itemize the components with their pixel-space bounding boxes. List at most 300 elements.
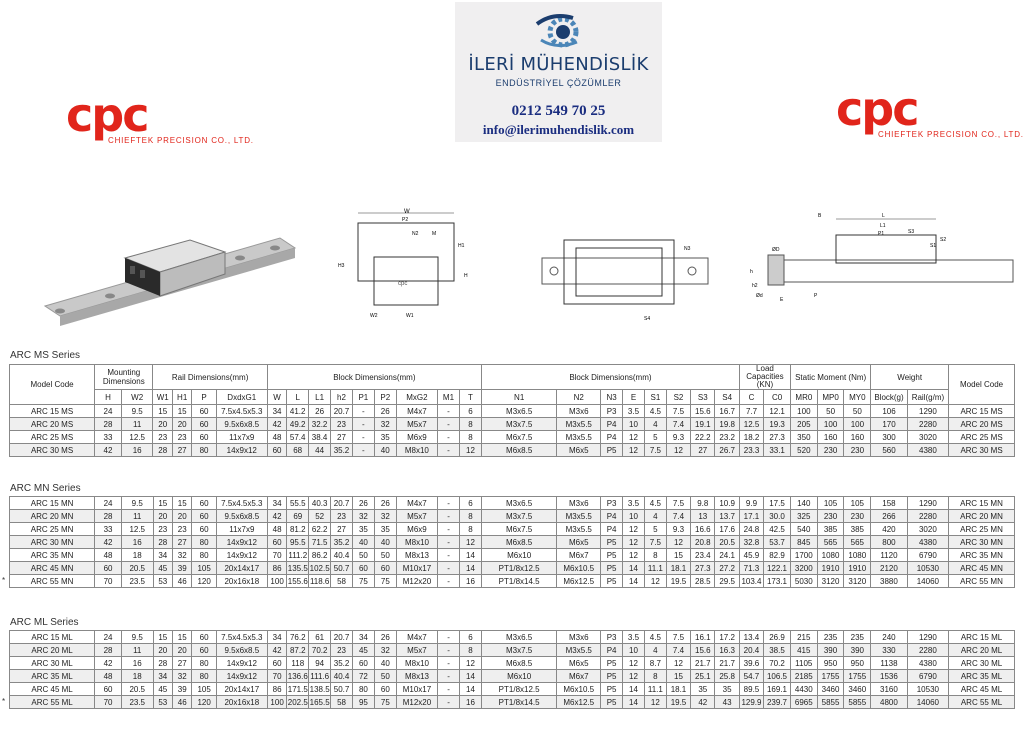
table-cell: M5x7 — [396, 418, 437, 431]
subheader-l: L — [287, 390, 309, 405]
table-cell: 12.5 — [121, 523, 153, 536]
table-cell: 4380 — [907, 657, 948, 670]
table-cell: 89.5 — [739, 683, 763, 696]
table-cell: P3 — [601, 497, 623, 510]
table-cell: 42.5 — [764, 523, 791, 536]
table-cell: 7.5 — [666, 405, 690, 418]
table-cell: 20x14x17 — [216, 683, 267, 696]
table-cell: 25.1 — [691, 670, 715, 683]
table-cell: 6790 — [907, 549, 948, 562]
table-cell: 8 — [460, 523, 482, 536]
table-cell: 6 — [460, 497, 482, 510]
table-cell: M3x6 — [557, 631, 601, 644]
table-cell: 10530 — [907, 683, 948, 696]
table-cell: 390 — [844, 644, 871, 657]
table-cell: P5 — [601, 670, 623, 683]
table-cell: 20.4 — [739, 644, 763, 657]
table-cell: 12 — [644, 575, 666, 588]
table-cell: 23.2 — [715, 431, 739, 444]
side-view-diagram — [748, 205, 1018, 310]
table-row — [10, 549, 1015, 562]
table-cell: 60 — [192, 418, 216, 431]
table-cell: 1080 — [844, 549, 871, 562]
table-cell: 50.7 — [331, 562, 353, 575]
table-cell: 3460 — [844, 683, 871, 696]
table-cell: 11x7x9 — [216, 431, 267, 444]
table-cell: 45 — [153, 562, 172, 575]
table-cell: 14060 — [907, 696, 948, 709]
table-cell: 26 — [374, 405, 396, 418]
model-code-cell: ARC 25 MS — [10, 431, 95, 444]
table-cell: 9.5 — [121, 631, 153, 644]
label-s2: S2 — [940, 237, 947, 243]
table-cell: 28 — [153, 444, 172, 457]
table-cell: 26.9 — [764, 631, 791, 644]
table-cell: 13.7 — [715, 510, 739, 523]
table-cell: 26 — [309, 405, 331, 418]
table-cell: 11 — [121, 510, 153, 523]
table-cell: 120 — [192, 575, 216, 588]
table-cell: 215 — [790, 631, 817, 644]
table-cell: 82.9 — [764, 549, 791, 562]
table-cell: M12x20 — [396, 575, 437, 588]
table-cell: 53 — [153, 575, 172, 588]
company-phone: 0212 549 70 25 — [511, 103, 606, 119]
table-cell: M6x7 — [557, 670, 601, 683]
section-title-mn: ARC MN Series — [10, 483, 81, 494]
table-cell: 20 — [173, 510, 192, 523]
table-cell: 20x16x18 — [216, 575, 267, 588]
model-code-cell: ARC 25 MN — [949, 523, 1015, 536]
table-cell: 4430 — [790, 683, 817, 696]
table-cell: M6x5 — [557, 536, 601, 549]
table-cell: 35 — [353, 523, 375, 536]
table-cell: 325 — [790, 510, 817, 523]
table-cell: 94 — [309, 657, 331, 670]
table-cell: 19.1 — [691, 418, 715, 431]
table-cell: M6x5 — [557, 444, 601, 457]
table-cell: 950 — [817, 657, 844, 670]
table-cell: 23 — [153, 431, 172, 444]
table-cell: 111.2 — [288, 550, 308, 560]
table-cell: 50 — [353, 549, 375, 562]
table-cell: 14x9x12 — [216, 536, 267, 549]
table-cell: 173.1 — [764, 575, 791, 588]
section-title-ml: ARC ML Series — [10, 617, 79, 628]
table-cell: 100 — [817, 418, 844, 431]
table-cell: 169.1 — [764, 683, 791, 696]
table-cell: 1910 — [844, 562, 871, 575]
table-cell: 15 — [153, 497, 172, 510]
table-cell: M6x7.5 — [481, 431, 556, 444]
table-cell: - — [352, 405, 374, 418]
table-cell: P5 — [601, 575, 623, 588]
label-h3: H3 — [338, 263, 345, 269]
table-cell: 42 — [95, 536, 122, 549]
model-code-cell: ARC 15 MS — [10, 405, 95, 418]
table-cell: 60 — [192, 431, 216, 444]
table-cell: 40 — [353, 536, 375, 549]
table-cell: 53 — [153, 696, 172, 709]
table-cell: 390 — [817, 644, 844, 657]
table-cell: 23 — [153, 523, 172, 536]
table-row — [10, 418, 1015, 431]
table-cell: 230 — [844, 510, 871, 523]
table-cell: 10530 — [907, 562, 948, 575]
table-cell: M6x10.5 — [557, 562, 601, 575]
table-cell: P5 — [601, 536, 623, 549]
table-cell: 155.6 — [287, 576, 308, 586]
label-b: B — [818, 213, 822, 219]
table-cell: 60 — [95, 683, 122, 696]
company-banner — [455, 2, 662, 142]
table-cell: 70 — [267, 670, 286, 683]
table-cell: 18.1 — [666, 562, 690, 575]
table-cell: 100 — [844, 418, 871, 431]
table-cell: 171.5 — [287, 684, 308, 694]
table-cell: P5 — [601, 562, 623, 575]
table-cell: - — [438, 683, 460, 696]
table-cell: - — [438, 497, 460, 510]
table-cell: 160 — [844, 431, 871, 444]
table-cell: 14 — [460, 562, 482, 575]
table-cell: 24.8 — [739, 523, 763, 536]
table-cell: 118 — [287, 657, 309, 670]
table-cell: 20.8 — [691, 536, 715, 549]
table-cell: 95.5 — [287, 536, 309, 549]
table-cell: 14 — [623, 696, 645, 709]
table-cell: 19.5 — [666, 696, 690, 709]
table-row — [10, 444, 1015, 457]
table-cell: M3x5.5 — [557, 523, 601, 536]
table-cell: 7.5 — [644, 536, 666, 549]
table-cell: 86 — [267, 683, 286, 696]
table-cell: M8x10 — [396, 657, 437, 670]
model-code-cell: ARC 15 MN — [10, 497, 95, 510]
header-rail-dims: Rail Dimensions(mm) — [153, 365, 267, 390]
subheader-h: H — [95, 390, 122, 405]
table-cell: 3120 — [817, 575, 844, 588]
table-cell: 39 — [173, 683, 192, 696]
table-cell: 20x16x18 — [216, 696, 267, 709]
spec-table-ms — [9, 364, 1015, 457]
header-static-moment: Static Moment (Nm) — [790, 365, 870, 390]
table-cell: 24 — [95, 631, 122, 644]
model-code-cell: ARC 35 MN — [949, 549, 1015, 562]
table-cell: 202.5 — [287, 697, 308, 707]
table-cell: P5 — [601, 683, 623, 696]
table-cell: 34 — [267, 497, 286, 510]
label-w: W — [404, 209, 410, 215]
table-cell: 46 — [173, 696, 192, 709]
subheader-l1: L1 — [309, 390, 331, 405]
table-cell: 9.3 — [666, 431, 690, 444]
company-email[interactable]: info@ilerimuhendislik.com — [482, 122, 635, 137]
table-cell: 23.4 — [691, 549, 715, 562]
table-row — [10, 562, 1015, 575]
table-cell: 80 — [192, 536, 216, 549]
table-cell: 70 — [267, 549, 286, 562]
header-load: Load Capacities (KN) — [739, 365, 790, 390]
table-cell: 3120 — [844, 575, 871, 588]
table-cell: 14 — [460, 683, 482, 696]
table-cell: 12 — [460, 536, 482, 549]
table-cell: 12 — [623, 536, 645, 549]
model-code-cell: ARC 30 MN — [949, 536, 1015, 549]
subheader-n1: N1 — [481, 390, 556, 405]
cpc-logo-tagline: CHIEFTEK PRECISION CO., LTD. — [108, 136, 254, 145]
table-cell: 60 — [192, 631, 216, 644]
subheader-s1: S1 — [644, 390, 666, 405]
table-cell: 40 — [374, 536, 396, 549]
table-cell: P5 — [601, 657, 623, 670]
table-cell: 118.6 — [309, 576, 330, 586]
table-cell: 565 — [817, 536, 844, 549]
table-cell: 62.2 — [309, 523, 331, 536]
table-cell: 105 — [192, 562, 216, 575]
table-cell: M3x7.5 — [481, 644, 556, 657]
table-cell: 2280 — [907, 418, 948, 431]
table-cell: 8 — [460, 510, 482, 523]
table-cell: 70 — [95, 696, 122, 709]
table-cell: 16.6 — [691, 523, 715, 536]
table-cell: 75 — [374, 696, 396, 709]
table-cell: 12.5 — [739, 418, 763, 431]
table-cell: M6x5 — [557, 657, 601, 670]
table-cell: 12 — [460, 657, 482, 670]
table-cell: 6 — [460, 631, 482, 644]
table-cell: 32 — [374, 644, 396, 657]
table-cell: 20.5 — [121, 683, 153, 696]
table-cell: 7.7 — [739, 405, 763, 418]
table-cell: 950 — [844, 657, 871, 670]
table-cell: 7.4 — [666, 644, 690, 657]
model-code-cell: ARC 55 MN — [10, 575, 95, 588]
table-cell: 10.9 — [715, 497, 739, 510]
table-cell: 520 — [790, 444, 817, 457]
table-cell: P5 — [601, 696, 623, 709]
table-cell: 7.5 — [644, 444, 666, 457]
table-cell: 105 — [817, 497, 844, 510]
table-cell: 5030 — [790, 575, 817, 588]
label-h1: H1 — [458, 243, 465, 249]
table-cell: 24 — [95, 497, 122, 510]
table-cell: 87.2 — [287, 644, 309, 657]
table-cell: 42 — [95, 657, 122, 670]
table-cell: M4x7 — [396, 631, 437, 644]
table-cell: 102.5 — [309, 563, 330, 573]
table-cell: 235 — [817, 631, 844, 644]
subheader-h2: h2 — [331, 390, 353, 405]
table-cell: 23 — [331, 510, 353, 523]
table-cell: 7.5x4.5x5.3 — [216, 497, 267, 510]
table-cell: PT1/8x12.5 — [481, 562, 556, 575]
table-cell: M8x10 — [396, 536, 437, 549]
table-cell: - — [438, 549, 460, 562]
table-cell: 16 — [460, 575, 482, 588]
model-code-cell: ARC 30 ML — [949, 657, 1015, 670]
table-cell: 80 — [192, 444, 216, 457]
table-cell: 19.5 — [666, 575, 690, 588]
table-cell: - — [438, 431, 460, 444]
table-cell: 1120 — [871, 549, 908, 562]
table-cell: M5x7 — [396, 644, 437, 657]
table-cell: 20 — [153, 418, 172, 431]
table-cell: 18.1 — [666, 683, 690, 696]
table-cell: 7.4 — [666, 510, 690, 523]
table-cell: 10 — [623, 644, 645, 657]
table-row — [10, 575, 1015, 588]
table-cell: 60 — [267, 444, 286, 457]
table-cell: 350 — [790, 431, 817, 444]
table-cell: 8 — [459, 431, 481, 444]
table-cell: 60 — [374, 683, 396, 696]
table-cell: 60 — [267, 536, 286, 549]
table-cell: P5 — [601, 549, 623, 562]
table-cell: 44 — [309, 444, 331, 457]
table-cell: 42 — [267, 510, 286, 523]
table-cell: 14 — [623, 575, 645, 588]
subheader-dxdxg1: DxdxG1 — [216, 390, 267, 405]
table-cell: 60 — [353, 562, 375, 575]
label-h2: h2 — [752, 283, 758, 289]
table-cell: 1910 — [817, 562, 844, 575]
table-cell: 45 — [353, 644, 375, 657]
table-cell: PT1/8x14.5 — [481, 696, 556, 709]
table-cell: 35.2 — [331, 444, 353, 457]
table-cell: M12x20 — [396, 696, 437, 709]
top-view-diagram — [540, 228, 710, 328]
table-cell: 24.1 — [715, 549, 739, 562]
label-h: H — [464, 273, 468, 279]
table-row — [10, 657, 1015, 670]
table-cell: M10x17 — [396, 562, 437, 575]
table-cell: 21.7 — [691, 657, 715, 670]
table-cell: M8x10 — [396, 444, 437, 457]
table-cell: P3 — [601, 631, 623, 644]
subheader-s4: S4 — [715, 390, 739, 405]
table-cell: M4x7 — [396, 497, 437, 510]
table-cell: 3200 — [790, 562, 817, 575]
table-cell: 50 — [374, 549, 396, 562]
table-cell: 80 — [353, 683, 375, 696]
table-cell: 15 — [153, 631, 172, 644]
table-cell: - — [438, 696, 460, 709]
spec-table-ml — [9, 630, 1015, 709]
table-cell: 5 — [644, 523, 666, 536]
table-cell: M3x7.5 — [481, 510, 556, 523]
subheader-n3: N3 — [601, 390, 623, 405]
table-cell: 48 — [267, 431, 286, 444]
subheader-m1: M1 — [438, 390, 460, 405]
table-cell: 60 — [267, 657, 286, 670]
cpc-logo-word: cpc — [66, 88, 148, 142]
subheader-n2: N2 — [557, 390, 601, 405]
table-cell: 160 — [817, 431, 844, 444]
table-cell: 76.2 — [287, 631, 309, 644]
table-cell: 10 — [623, 418, 645, 431]
table-cell: 2120 — [871, 562, 908, 575]
table-cell: - — [438, 631, 460, 644]
table-cell: 20.7 — [331, 631, 353, 644]
table-cell: 28 — [153, 536, 172, 549]
label-w1: W1 — [406, 313, 414, 319]
table-cell: 7.5 — [666, 631, 690, 644]
table-row — [10, 631, 1015, 644]
table-cell: - — [438, 670, 460, 683]
subheader-c: C — [739, 390, 763, 405]
table-cell: 103.4 — [739, 575, 763, 588]
table-cell: 26 — [374, 631, 396, 644]
table-cell: M8x13 — [396, 670, 437, 683]
table-cell: 25.8 — [715, 670, 739, 683]
table-cell: PT1/8x14.5 — [481, 575, 556, 588]
label-e: E — [780, 297, 784, 303]
label-l: L — [882, 213, 885, 219]
table-cell: 12 — [623, 523, 645, 536]
table-cell: M3x6 — [557, 497, 601, 510]
table-cell: 10 — [623, 510, 645, 523]
label-p2: P2 — [402, 217, 409, 223]
table-cell: 42 — [267, 644, 286, 657]
company-subtitle: ENDÜSTRİYEL ÇÖZÜMLER — [495, 78, 622, 88]
table-cell: 75 — [374, 575, 396, 588]
table-cell: PT1/8x12.5 — [481, 683, 556, 696]
table-cell: P4 — [601, 431, 623, 444]
table-cell: 35.2 — [331, 657, 353, 670]
table-cell: 11 — [121, 418, 153, 431]
table-cell: 70.2 — [309, 644, 331, 657]
table-cell: 14x9x12 — [216, 549, 267, 562]
table-cell: 60 — [192, 644, 216, 657]
table-cell: - — [438, 510, 460, 523]
subheader-w2: W2 — [121, 390, 153, 405]
header-block-dims-2: Block Dimensions(mm) — [481, 365, 739, 390]
subheader-p1: P1 — [352, 390, 374, 405]
table-cell: 12.5 — [121, 431, 153, 444]
table-cell: 2280 — [907, 510, 948, 523]
table-cell: 17.6 — [715, 523, 739, 536]
table-cell: M6x9 — [396, 431, 437, 444]
label-h-small: h — [750, 269, 753, 275]
subheader-block-g-: Block(g) — [871, 390, 907, 405]
table-cell: 35 — [691, 683, 715, 696]
table-cell: 20.5 — [715, 536, 739, 549]
table-cell: 48 — [95, 670, 122, 683]
table-cell: 13.4 — [739, 631, 763, 644]
table-cell: 50 — [374, 670, 396, 683]
table-cell: 540 — [790, 523, 817, 536]
table-cell: 60 — [192, 405, 216, 418]
table-cell: 15 — [666, 670, 690, 683]
table-cell: M6x12.5 — [557, 575, 601, 588]
table-cell: 16.7 — [715, 405, 739, 418]
table-cell: M6x8.5 — [481, 444, 556, 457]
table-cell: 11x7x9 — [216, 523, 267, 536]
table-cell: M5x7 — [396, 510, 437, 523]
label-m: M — [432, 231, 437, 237]
label-n3: N3 — [684, 246, 691, 252]
model-code-cell: ARC 45 ML — [949, 683, 1015, 696]
table-cell: 52 — [309, 510, 331, 523]
table-cell: 205 — [790, 418, 817, 431]
table-cell: 6965 — [790, 696, 817, 709]
table-cell: - — [352, 444, 374, 457]
table-cell: 2280 — [907, 644, 948, 657]
table-cell: 60 — [374, 562, 396, 575]
table-cell: 81.2 — [287, 523, 309, 536]
table-cell: 16 — [121, 444, 153, 457]
